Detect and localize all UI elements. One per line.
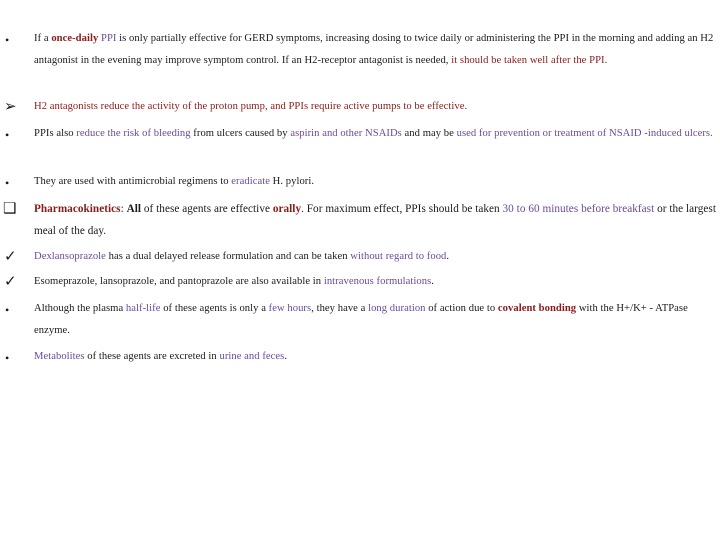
text-segment: . For maximum effect, PPIs should be taken [301, 203, 503, 215]
text-segment: of these agents are excreted in [84, 351, 220, 362]
box-bullet-icon: ❑ [3, 201, 17, 217]
text-segment: Esomeprazole, lansoprazole, and pantoprazole are also available in [34, 276, 324, 287]
text-segment: covalent bonding [497, 303, 577, 314]
text-segment: and may be [401, 128, 457, 139]
bullet-text [34, 96, 718, 118]
text-segment: orally [272, 203, 302, 215]
text-segment: Although the plasma [34, 303, 126, 314]
text-segment: aspirin and other NSAIDs [290, 128, 402, 139]
bullet-text [34, 271, 718, 293]
check-bullet-icon: ✓ [4, 249, 17, 265]
text-segment: from ulcers caused by [190, 128, 291, 139]
text-segment: H. pylori. [269, 176, 315, 187]
text-segment: used for prevention or treatment of NSAID -induced ulcers. [456, 128, 713, 139]
text-segment: long duration [368, 303, 426, 314]
bullet-dot-icon: • [5, 128, 10, 142]
bullet-dot-icon: • [5, 33, 10, 47]
arrow-bullet-icon: ➢ [4, 99, 17, 115]
text-segment: half-life [125, 303, 161, 314]
bullet-dot-icon: • [5, 351, 10, 365]
bullet-text [34, 198, 718, 242]
text-segment: PPIs also [34, 128, 77, 139]
bullet-text [34, 28, 718, 72]
text-segment: is only partially effective for GERD symptoms, increasing dosing to twice daily or administering the PPI in the morning and adding an H2 antagonist in the evening may improve symptom control. If an H2-receptor antagonist is needed, [34, 33, 714, 66]
text-segment: reduce the risk of bleeding [76, 128, 191, 139]
bullet-text [34, 123, 718, 145]
check-bullet-icon: ✓ [4, 274, 17, 290]
text-segment: All [126, 203, 142, 215]
text-segment: . [284, 351, 288, 362]
text-segment: few hours [268, 303, 312, 314]
text-segment: urine and feces [219, 351, 285, 362]
bullet-text [34, 298, 718, 342]
text-segment: eradicate [231, 176, 270, 187]
text-segment: : [120, 203, 127, 215]
text-segment: has a dual delayed release formulation and can be taken [105, 251, 351, 262]
text-segment: Pharmacokinetics [34, 203, 121, 215]
text-segment: 30 to 60 minutes before breakfast [502, 203, 655, 215]
text-segment: They are used with antimicrobial regimens to [34, 176, 232, 187]
bullet-text [34, 171, 718, 193]
text-segment: of these agents is only a [160, 303, 269, 314]
text-segment: . [431, 276, 434, 287]
text-segment: with the H+/K+ - ATPase enzyme. [34, 303, 688, 336]
text-segment: of these agents are effective [141, 203, 273, 215]
text-segment: If a [34, 33, 52, 44]
text-segment: PPI [101, 33, 117, 44]
text-segment: , they have a [311, 303, 369, 314]
text-segment: without regard to food [350, 251, 447, 262]
text-segment: once-daily [51, 33, 99, 44]
text-segment: intravenous formulations [323, 276, 432, 287]
text-segment: H2 antagonists reduce the activity of the proton pump, and PPIs require active pumps to be effective. [34, 101, 468, 112]
text-segment: Metabolites [34, 351, 85, 362]
bullet-text [34, 246, 718, 268]
bullet-dot-icon: • [5, 303, 10, 317]
text-segment: or the largest meal of the day. [34, 203, 716, 237]
bullet-dot-icon: • [5, 176, 10, 190]
text-segment: Dexlansoprazole [34, 251, 106, 262]
text-segment: . [446, 251, 450, 262]
bullet-text [34, 346, 718, 368]
text-segment: of action due to [425, 303, 498, 314]
text-segment: it should be taken well after the PPI. [451, 55, 608, 66]
